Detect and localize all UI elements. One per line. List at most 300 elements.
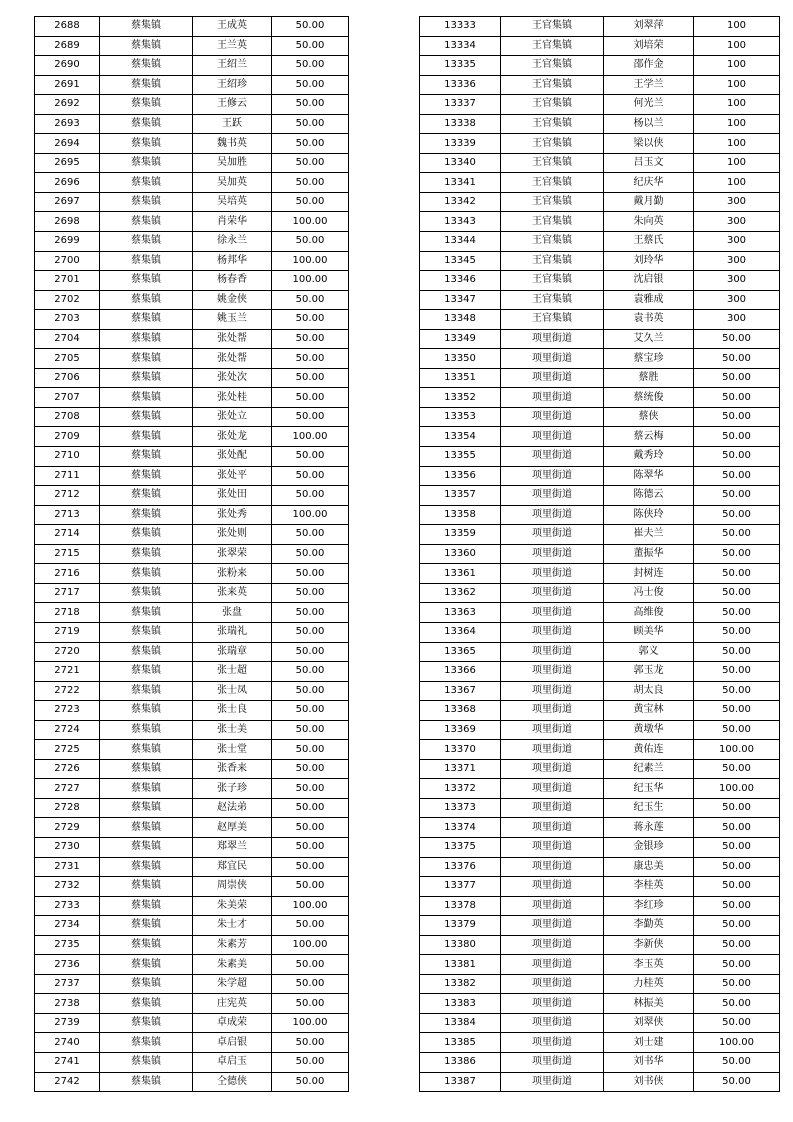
cell-id: 2729 (35, 818, 100, 838)
cell-id: 13376 (420, 857, 501, 877)
cell-name: 林振美 (604, 994, 694, 1014)
cell-id: 13375 (420, 837, 501, 857)
table-row (35, 779, 349, 799)
cell-name: 张盘 (193, 603, 272, 623)
cell-id: 2709 (35, 427, 100, 447)
table-row (35, 583, 349, 603)
cell-town: 蔡集镇 (100, 583, 193, 603)
cell-id: 13347 (420, 290, 501, 310)
cell-name: 梁以侠 (604, 134, 694, 154)
cell-amount: 50.00 (694, 720, 780, 740)
cell-town: 项里街道 (501, 798, 604, 818)
cell-name: 张士美 (193, 720, 272, 740)
cell-amount: 100 (694, 95, 780, 115)
table-row (420, 75, 780, 95)
cell-amount: 50.00 (272, 544, 349, 564)
cell-amount: 50.00 (694, 857, 780, 877)
cell-name: 张处则 (193, 525, 272, 545)
cell-amount: 50.00 (694, 368, 780, 388)
table-row (420, 1072, 780, 1092)
cell-town: 蔡集镇 (100, 662, 193, 682)
table-row (420, 877, 780, 897)
cell-town: 项里街道 (501, 505, 604, 525)
cell-amount: 100.00 (272, 1013, 349, 1033)
cell-id: 2728 (35, 798, 100, 818)
cell-amount: 50.00 (272, 681, 349, 701)
table-row (420, 114, 780, 134)
cell-amount: 50.00 (272, 173, 349, 193)
cell-name: 吴加英 (193, 173, 272, 193)
cell-town: 王官集镇 (501, 310, 604, 330)
cell-town: 项里街道 (501, 759, 604, 779)
table-row (35, 622, 349, 642)
cell-id: 13369 (420, 720, 501, 740)
cell-name: 李红珍 (604, 896, 694, 916)
table-row (420, 173, 780, 193)
cell-amount: 50.00 (272, 329, 349, 349)
cell-name: 王成英 (193, 17, 272, 37)
cell-name: 纪玉生 (604, 798, 694, 818)
table-row (35, 1052, 349, 1072)
cell-name: 刘培荣 (604, 36, 694, 56)
cell-town: 项里街道 (501, 642, 604, 662)
cell-name: 艾久兰 (604, 329, 694, 349)
cell-name: 张士堂 (193, 740, 272, 760)
table-row (35, 837, 349, 857)
cell-name: 张处帮 (193, 349, 272, 369)
cell-name: 王学兰 (604, 75, 694, 95)
cell-town: 项里街道 (501, 857, 604, 877)
cell-town: 蔡集镇 (100, 153, 193, 173)
cell-id: 13353 (420, 407, 501, 427)
cell-amount: 50.00 (272, 95, 349, 115)
cell-town: 蔡集镇 (100, 310, 193, 330)
cell-id: 2731 (35, 857, 100, 877)
cell-amount: 50.00 (694, 701, 780, 721)
cell-id: 2689 (35, 36, 100, 56)
table-row (35, 564, 349, 584)
cell-id: 13367 (420, 681, 501, 701)
table-row (35, 1033, 349, 1053)
cell-id: 13357 (420, 486, 501, 506)
table-row (35, 896, 349, 916)
cell-id: 2739 (35, 1013, 100, 1033)
cell-town: 蔡集镇 (100, 603, 193, 623)
cell-town: 王官集镇 (501, 17, 604, 37)
cell-amount: 50.00 (272, 310, 349, 330)
cell-name: 张来英 (193, 583, 272, 603)
cell-town: 蔡集镇 (100, 622, 193, 642)
cell-name: 黄佑连 (604, 740, 694, 760)
cell-id: 2733 (35, 896, 100, 916)
cell-name: 卓成荣 (193, 1013, 272, 1033)
table-row (420, 1033, 780, 1053)
cell-town: 蔡集镇 (100, 329, 193, 349)
table-row (35, 17, 349, 37)
cell-amount: 100.00 (272, 935, 349, 955)
cell-id: 13342 (420, 192, 501, 212)
cell-town: 蔡集镇 (100, 798, 193, 818)
table-row (35, 720, 349, 740)
table-row (420, 779, 780, 799)
cell-id: 13363 (420, 603, 501, 623)
cell-id: 13352 (420, 388, 501, 408)
cell-amount: 50.00 (694, 974, 780, 994)
cell-town: 王官集镇 (501, 251, 604, 271)
cell-name: 张处次 (193, 368, 272, 388)
table-row (35, 935, 349, 955)
cell-town: 王官集镇 (501, 290, 604, 310)
cell-id: 13366 (420, 662, 501, 682)
cell-id: 13338 (420, 114, 501, 134)
cell-town: 项里街道 (501, 818, 604, 838)
table-row (35, 466, 349, 486)
cell-amount: 50.00 (272, 290, 349, 310)
cell-id: 2693 (35, 114, 100, 134)
cell-town: 项里街道 (501, 837, 604, 857)
cell-name: 张处田 (193, 486, 272, 506)
cell-town: 项里街道 (501, 583, 604, 603)
cell-id: 2720 (35, 642, 100, 662)
cell-town: 项里街道 (501, 896, 604, 916)
cell-id: 2730 (35, 837, 100, 857)
table-row (35, 759, 349, 779)
cell-name: 邵作金 (604, 56, 694, 76)
table-row (35, 818, 349, 838)
cell-name: 顾美华 (604, 622, 694, 642)
cell-town: 项里街道 (501, 368, 604, 388)
cell-town: 蔡集镇 (100, 466, 193, 486)
cell-id: 2705 (35, 349, 100, 369)
cell-town: 蔡集镇 (100, 935, 193, 955)
cell-name: 张士良 (193, 701, 272, 721)
cell-amount: 100 (694, 56, 780, 76)
table-row (35, 701, 349, 721)
cell-name: 杨邦华 (193, 251, 272, 271)
cell-town: 蔡集镇 (100, 75, 193, 95)
cell-amount: 50.00 (272, 603, 349, 623)
cell-town: 蔡集镇 (100, 1033, 193, 1053)
cell-amount: 50.00 (272, 192, 349, 212)
cell-amount: 50.00 (272, 1072, 349, 1092)
cell-name: 戴秀玲 (604, 447, 694, 467)
cell-name: 郭义 (604, 642, 694, 662)
cell-name: 张处桂 (193, 388, 272, 408)
table-row (35, 857, 349, 877)
cell-town: 蔡集镇 (100, 877, 193, 897)
cell-town: 王官集镇 (501, 232, 604, 252)
cell-amount: 50.00 (272, 916, 349, 936)
cell-id: 2708 (35, 407, 100, 427)
cell-name: 赵厚美 (193, 818, 272, 838)
table-row (35, 877, 349, 897)
cell-town: 王官集镇 (501, 114, 604, 134)
table-row (420, 759, 780, 779)
cell-amount: 100 (694, 75, 780, 95)
right-table (419, 16, 780, 1092)
table-row (35, 955, 349, 975)
table-row (420, 1013, 780, 1033)
cell-town: 蔡集镇 (100, 349, 193, 369)
cell-amount: 50.00 (272, 349, 349, 369)
cell-id: 2721 (35, 662, 100, 682)
table-row (35, 349, 349, 369)
cell-amount: 50.00 (694, 818, 780, 838)
left-table-body (35, 17, 349, 1092)
cell-id: 2694 (35, 134, 100, 154)
cell-town: 蔡集镇 (100, 720, 193, 740)
table-row (35, 740, 349, 760)
cell-amount: 300 (694, 212, 780, 232)
cell-name: 纪庆华 (604, 173, 694, 193)
cell-town: 蔡集镇 (100, 740, 193, 760)
cell-amount: 300 (694, 251, 780, 271)
cell-name: 王兰英 (193, 36, 272, 56)
cell-town: 蔡集镇 (100, 818, 193, 838)
cell-id: 13349 (420, 329, 501, 349)
cell-amount: 50.00 (272, 447, 349, 467)
cell-name: 朱学超 (193, 974, 272, 994)
table-row (35, 544, 349, 564)
table-row (35, 173, 349, 193)
cell-id: 13334 (420, 36, 501, 56)
cell-town: 蔡集镇 (100, 994, 193, 1014)
cell-town: 蔡集镇 (100, 486, 193, 506)
cell-amount: 50.00 (694, 837, 780, 857)
cell-name: 康忠美 (604, 857, 694, 877)
table-row (420, 466, 780, 486)
cell-id: 2688 (35, 17, 100, 37)
table-row (420, 720, 780, 740)
cell-id: 2701 (35, 271, 100, 291)
cell-name: 仝德侠 (193, 1072, 272, 1092)
cell-name: 朱士才 (193, 916, 272, 936)
cell-id: 13344 (420, 232, 501, 252)
cell-name: 庄宪英 (193, 994, 272, 1014)
cell-town: 王官集镇 (501, 271, 604, 291)
cell-town: 蔡集镇 (100, 134, 193, 154)
cell-name: 陈翠华 (604, 466, 694, 486)
cell-name: 李桂英 (604, 877, 694, 897)
table-row (35, 994, 349, 1014)
cell-town: 项里街道 (501, 622, 604, 642)
cell-name: 肖荣华 (193, 212, 272, 232)
cell-town: 蔡集镇 (100, 251, 193, 271)
cell-amount: 50.00 (272, 779, 349, 799)
cell-amount: 300 (694, 290, 780, 310)
cell-name: 张处平 (193, 466, 272, 486)
cell-town: 项里街道 (501, 662, 604, 682)
cell-id: 2696 (35, 173, 100, 193)
cell-town: 蔡集镇 (100, 407, 193, 427)
cell-name: 徐永兰 (193, 232, 272, 252)
cell-name: 张士凤 (193, 681, 272, 701)
cell-id: 2742 (35, 1072, 100, 1092)
cell-town: 蔡集镇 (100, 759, 193, 779)
cell-name: 张粉来 (193, 564, 272, 584)
cell-amount: 50.00 (272, 720, 349, 740)
cell-town: 项里街道 (501, 681, 604, 701)
cell-town: 项里街道 (501, 544, 604, 564)
cell-town: 蔡集镇 (100, 173, 193, 193)
cell-name: 纪素兰 (604, 759, 694, 779)
cell-name: 李玉英 (604, 955, 694, 975)
cell-amount: 50.00 (694, 662, 780, 682)
cell-amount: 50.00 (272, 857, 349, 877)
cell-amount: 50.00 (272, 466, 349, 486)
cell-id: 13379 (420, 916, 501, 936)
cell-name: 卓启银 (193, 1033, 272, 1053)
cell-id: 13368 (420, 701, 501, 721)
cell-amount: 50.00 (272, 486, 349, 506)
cell-id: 13346 (420, 271, 501, 291)
cell-amount: 300 (694, 310, 780, 330)
cell-name: 刘士建 (604, 1033, 694, 1053)
cell-amount: 50.00 (694, 935, 780, 955)
cell-name: 朱素美 (193, 955, 272, 975)
cell-id: 13337 (420, 95, 501, 115)
cell-id: 2690 (35, 56, 100, 76)
cell-amount: 50.00 (272, 583, 349, 603)
table-row (35, 56, 349, 76)
cell-id: 2698 (35, 212, 100, 232)
cell-town: 蔡集镇 (100, 837, 193, 857)
cell-id: 2725 (35, 740, 100, 760)
cell-id: 13351 (420, 368, 501, 388)
cell-name: 王绍兰 (193, 56, 272, 76)
cell-id: 2713 (35, 505, 100, 525)
cell-id: 2714 (35, 525, 100, 545)
table-row (420, 17, 780, 37)
cell-amount: 50.00 (272, 622, 349, 642)
cell-id: 2716 (35, 564, 100, 584)
table-row (420, 1052, 780, 1072)
cell-town: 蔡集镇 (100, 368, 193, 388)
cell-amount: 50.00 (272, 75, 349, 95)
cell-amount: 50.00 (272, 701, 349, 721)
cell-id: 13359 (420, 525, 501, 545)
cell-id: 13386 (420, 1052, 501, 1072)
table-row (420, 134, 780, 154)
cell-name: 张处立 (193, 407, 272, 427)
cell-name: 力桂英 (604, 974, 694, 994)
cell-id: 2718 (35, 603, 100, 623)
table-row (420, 427, 780, 447)
table-row (35, 486, 349, 506)
cell-town: 王官集镇 (501, 192, 604, 212)
cell-name: 陈德云 (604, 486, 694, 506)
table-row (420, 368, 780, 388)
cell-amount: 100.00 (272, 251, 349, 271)
cell-name: 朱美荣 (193, 896, 272, 916)
cell-amount: 50.00 (694, 349, 780, 369)
cell-name: 郭玉龙 (604, 662, 694, 682)
cell-town: 王官集镇 (501, 56, 604, 76)
cell-id: 2717 (35, 583, 100, 603)
cell-amount: 100 (694, 17, 780, 37)
cell-name: 袁雅成 (604, 290, 694, 310)
cell-amount: 50.00 (694, 916, 780, 936)
cell-id: 2702 (35, 290, 100, 310)
table-row (420, 544, 780, 564)
cell-id: 13364 (420, 622, 501, 642)
table-row (420, 818, 780, 838)
table-row (35, 681, 349, 701)
cell-amount: 50.00 (694, 759, 780, 779)
cell-name: 冯士俊 (604, 583, 694, 603)
table-row (35, 1072, 349, 1092)
cell-id: 13360 (420, 544, 501, 564)
cell-town: 蔡集镇 (100, 36, 193, 56)
cell-id: 13377 (420, 877, 501, 897)
cell-amount: 50.00 (272, 974, 349, 994)
cell-id: 2723 (35, 701, 100, 721)
table-row (420, 505, 780, 525)
cell-name: 纪玉华 (604, 779, 694, 799)
cell-amount: 50.00 (272, 17, 349, 37)
cell-amount: 50.00 (694, 955, 780, 975)
cell-town: 蔡集镇 (100, 544, 193, 564)
cell-id: 2707 (35, 388, 100, 408)
cell-town: 项里街道 (501, 427, 604, 447)
cell-id: 2734 (35, 916, 100, 936)
table-row (420, 95, 780, 115)
cell-id: 2710 (35, 447, 100, 467)
cell-id: 13372 (420, 779, 501, 799)
cell-amount: 50.00 (694, 466, 780, 486)
table-row (420, 955, 780, 975)
cell-id: 13336 (420, 75, 501, 95)
cell-amount: 50.00 (272, 759, 349, 779)
cell-id: 13341 (420, 173, 501, 193)
table-row (420, 329, 780, 349)
table-row (35, 1013, 349, 1033)
cell-name: 赵法弟 (193, 798, 272, 818)
cell-town: 项里街道 (501, 447, 604, 467)
cell-name: 吕玉文 (604, 153, 694, 173)
table-row (35, 388, 349, 408)
cell-name: 魏书英 (193, 134, 272, 154)
cell-id: 2732 (35, 877, 100, 897)
cell-name: 张处帮 (193, 329, 272, 349)
cell-id: 13380 (420, 935, 501, 955)
cell-id: 13371 (420, 759, 501, 779)
table-row (35, 114, 349, 134)
table-row (420, 407, 780, 427)
table-row (35, 75, 349, 95)
cell-amount: 100.00 (694, 740, 780, 760)
cell-name: 王修云 (193, 95, 272, 115)
cell-name: 王蔡氏 (604, 232, 694, 252)
cell-id: 13339 (420, 134, 501, 154)
cell-id: 13335 (420, 56, 501, 76)
cell-name: 张瑞章 (193, 642, 272, 662)
cell-amount: 50.00 (694, 564, 780, 584)
cell-amount: 50.00 (694, 544, 780, 564)
cell-amount: 50.00 (694, 603, 780, 623)
table-row (35, 192, 349, 212)
cell-name: 戴月勤 (604, 192, 694, 212)
cell-town: 项里街道 (501, 466, 604, 486)
table-row (35, 525, 349, 545)
cell-town: 项里街道 (501, 407, 604, 427)
cell-amount: 50.00 (272, 955, 349, 975)
cell-name: 李新侠 (604, 935, 694, 955)
cell-name: 卓启玉 (193, 1052, 272, 1072)
table-row (420, 681, 780, 701)
cell-name: 蔡侠 (604, 407, 694, 427)
cell-name: 陈侠玲 (604, 505, 694, 525)
